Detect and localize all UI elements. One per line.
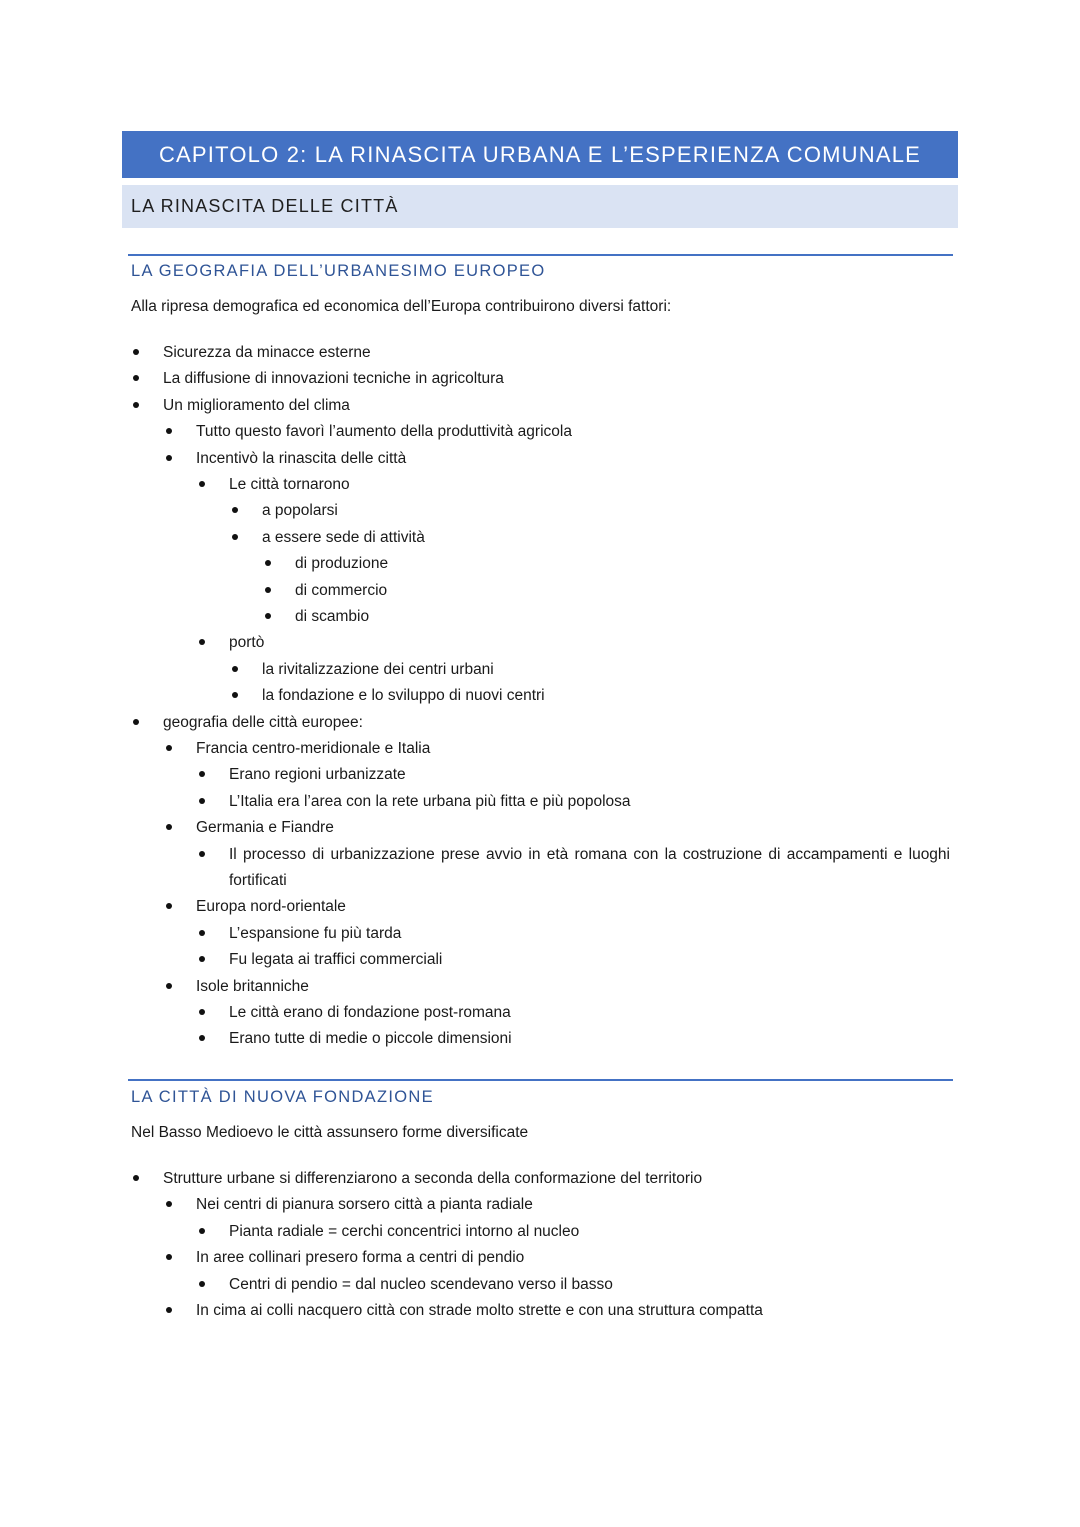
list-item-text: Pianta radiale = cerchi concentrici intorno al nucleo <box>229 1222 580 1240</box>
bullet-icon <box>232 534 238 540</box>
list-item <box>196 815 334 841</box>
bullet-icon <box>265 560 271 566</box>
list-item <box>229 947 442 973</box>
list-item <box>196 446 406 472</box>
bullet-icon <box>166 903 172 909</box>
list-item-text: Strutture urbane si differenziarono a seconda della conformazione del territorio <box>163 1170 703 1187</box>
bullet-icon <box>166 455 172 461</box>
list-item-text: Il processo di urbanizzazione prese avvio in età romana con la costruzione di accampamenti e luoghi fortificati <box>229 845 950 889</box>
list-item-text: Sicurezza da minacce esterne <box>163 344 371 361</box>
list-item <box>229 1026 512 1052</box>
list-item <box>229 842 950 894</box>
list-item <box>229 921 401 947</box>
list-item-text: L’Italia era l’area con la rete urbana più fitta e più popolosa <box>229 792 631 810</box>
bullet-icon <box>166 745 172 751</box>
bullet-icon <box>166 983 172 989</box>
bullet-icon <box>166 1307 172 1313</box>
section-title: LA RINASCITA DELLE CITTÀ <box>122 185 958 228</box>
list-item <box>163 393 350 419</box>
bullet-icon <box>199 481 205 487</box>
section-divider <box>128 1079 953 1081</box>
list-item <box>196 894 346 920</box>
list-item <box>196 736 430 762</box>
list-item <box>163 710 363 736</box>
chapter-title: CAPITOLO 2: LA RINASCITA URBANA E L’ESPERIENZA COMUNALE <box>122 131 958 178</box>
list-item-text: Tutto questo favorì l’aumento della produttività agricola <box>196 423 572 441</box>
list-item <box>262 498 338 524</box>
list-item <box>295 604 369 630</box>
list-item-text: Centri di pendio = dal nucleo scendevano verso il basso <box>229 1275 613 1293</box>
list-item-text: In aree collinari presero forma a centri di pendio <box>196 1249 525 1267</box>
list-item <box>229 1272 613 1298</box>
list-item-text: portò <box>229 634 265 652</box>
list-item <box>262 683 545 709</box>
list-item-text: L’espansione fu più tarda <box>229 924 402 942</box>
bullet-icon <box>199 1228 205 1234</box>
subsection-heading-geografia: LA GEOGRAFIA DELL’URBANESIMO EUROPEO <box>131 262 546 280</box>
list-item-text: Incentivò la rinascita delle città <box>196 449 407 467</box>
bullet-icon <box>133 402 139 408</box>
list-item <box>229 762 406 788</box>
bullet-icon <box>133 719 139 725</box>
bullet-icon <box>199 956 205 962</box>
list-item <box>229 1000 511 1026</box>
list-item-text: a popolarsi <box>262 502 338 520</box>
list-item-text: di produzione <box>295 555 389 573</box>
list-item <box>229 1219 579 1245</box>
list-item-text: In cima ai colli nacquero città con strade molto strette e con una struttura compatta <box>196 1302 763 1319</box>
list-item-text: Erano regioni urbanizzate <box>229 766 406 784</box>
list-item <box>229 472 350 498</box>
bullet-icon <box>199 851 205 857</box>
list-item <box>196 974 309 1000</box>
list-item-text: Un miglioramento del clima <box>163 396 350 414</box>
list-item-text: Isole britanniche <box>196 977 309 995</box>
bullet-icon <box>265 587 271 593</box>
bullet-icon <box>199 771 205 777</box>
list-item-text: Le città tornarono <box>229 476 350 493</box>
bullet-icon <box>232 692 238 698</box>
list-item-text: la fondazione e lo sviluppo di nuovi centri <box>262 687 545 705</box>
list-item <box>262 657 494 683</box>
list-item <box>163 1166 702 1192</box>
bullet-icon <box>199 639 205 645</box>
list-item-text: Le città erano di fondazione post-romana <box>229 1004 511 1021</box>
list-item-text: Fu legata ai traffici commerciali <box>229 951 443 969</box>
list-item-text: di commercio <box>295 581 388 599</box>
list-item <box>262 525 425 551</box>
section-divider <box>128 254 953 256</box>
subsection-intro-geografia: Alla ripresa demografica ed economica dell’Europa contribuirono diversi fattori: <box>131 298 672 315</box>
list-item <box>196 419 572 445</box>
bullet-icon <box>199 798 205 804</box>
list-item <box>196 1298 763 1324</box>
list-item <box>295 551 388 577</box>
list-item <box>229 789 631 815</box>
bullet-icon <box>133 1175 139 1181</box>
list-item-text: geografia delle città europee: <box>163 713 363 731</box>
list-item <box>229 630 264 656</box>
list-item-text: Europa nord-orientale <box>196 898 346 916</box>
list-item <box>295 578 387 604</box>
list-item-text: Nei centri di pianura sorsero città a pianta radiale <box>196 1196 533 1214</box>
bullet-icon <box>166 824 172 830</box>
bullet-icon <box>232 666 238 672</box>
bullet-icon <box>265 613 271 619</box>
bullet-icon <box>166 1201 172 1207</box>
bullet-icon <box>133 375 139 381</box>
list-item-text: Francia centro-meridionale e Italia <box>196 740 431 757</box>
bullet-icon <box>199 1281 205 1287</box>
bullet-icon <box>199 930 205 936</box>
list-item-text: La diffusione di innovazioni tecniche in agricoltura <box>163 370 504 388</box>
bullet-icon <box>133 349 139 355</box>
bullet-icon <box>199 1009 205 1015</box>
bullet-icon <box>166 428 172 434</box>
list-item <box>163 340 371 366</box>
list-item-text: di scambio <box>295 608 370 625</box>
list-item-text: Erano tutte di medie o piccole dimensioni <box>229 1030 512 1048</box>
list-item <box>163 366 504 392</box>
list-item-text: Germania e Fiandre <box>196 819 334 837</box>
bullet-icon <box>199 1035 205 1041</box>
list-item <box>196 1245 524 1271</box>
list-item-text: la rivitalizzazione dei centri urbani <box>262 660 494 678</box>
bullet-icon <box>232 507 238 513</box>
subsection-intro-nuova-fondazione: Nel Basso Medioevo le città assunsero forme diversificate <box>131 1124 529 1141</box>
list-item <box>196 1192 533 1218</box>
bullet-icon <box>166 1254 172 1260</box>
list-item-text: a essere sede di attività <box>262 528 425 546</box>
subsection-heading-nuova-fondazione: LA CITTÀ DI NUOVA FONDAZIONE <box>131 1088 434 1106</box>
